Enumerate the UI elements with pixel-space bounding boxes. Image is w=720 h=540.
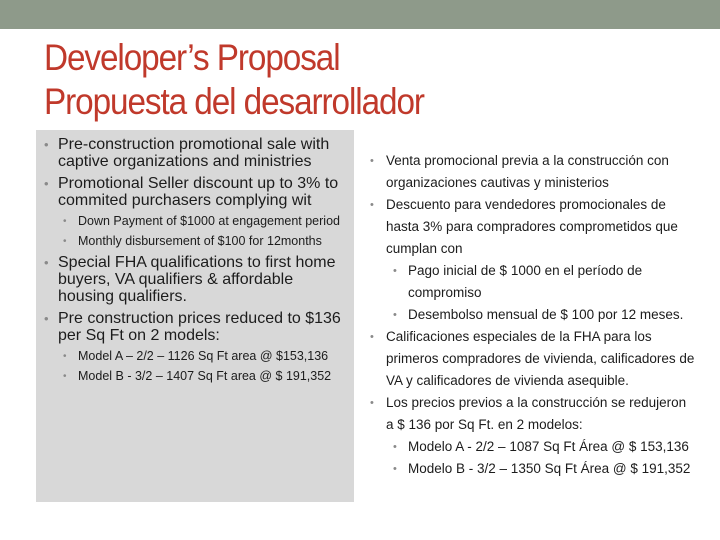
english-bullet-fha: • Special FHA qualifications to first home buyers, VA qualifiers & affordable housing qualifiers. xyxy=(44,254,349,305)
spanish-bullet-presale: • Venta promocional previa a la construcción con organizaciones cautivas y ministerios xyxy=(366,150,696,194)
top-banner xyxy=(0,0,720,29)
spanish-bullet-fha: • Calificaciones especiales de la FHA para los primeros compradores de vivienda, calificadores de VA y calificadores de vivienda asequible. xyxy=(366,326,696,392)
spanish-subbullet-model-b: • Modelo B - 3/2 – 1350 Sq Ft Área @ $ 191,352 xyxy=(366,458,696,480)
slide-title xyxy=(44,36,424,124)
spanish-subbullet-monthly: • Desembolso mensual de $ 100 por 12 meses. xyxy=(366,304,696,326)
spanish-subbullet-model-a: • Modelo A - 2/2 – 1087 Sq Ft Área @ $ 153,136 xyxy=(366,436,696,458)
spanish-bullet-discount: • Descuento para vendedores promocionales de hasta 3% para compradores comprometidos que cumplan con xyxy=(366,194,696,260)
english-subbullet-model-a: • Model A – 2/2 – 1126 Sq Ft area @ $153,136 xyxy=(44,349,349,364)
english-bullet-prices: • Pre construction prices reduced to $136 per Sq Ft on 2 models: xyxy=(44,310,349,344)
spanish-bullet-prices: • Los precios previos a la construcción se redujeron a $ 136 por Sq Ft. en 2 modelos: xyxy=(366,392,696,436)
english-subbullet-monthly: • Monthly disbursement of $100 for 12months xyxy=(44,234,349,249)
english-bullet-discount: • Promotional Seller discount up to 3% to commited purchasers complying wit xyxy=(44,175,349,209)
english-subbullet-model-b: • Model B - 3/2 – 1407 Sq Ft area @ $ 191,352 xyxy=(44,369,349,384)
english-bullet-presale: • Pre-construction promotional sale with captive organizations and ministries xyxy=(44,136,349,170)
title-english: Developer’s Proposal xyxy=(44,37,340,78)
english-bullet-list xyxy=(44,136,349,389)
title-spanish: Propuesta del desarrollador xyxy=(44,81,424,122)
english-subbullet-down-payment: • Down Payment of $1000 at engagement period xyxy=(44,214,349,229)
spanish-subbullet-down-payment: • Pago inicial de $ 1000 en el período de compromiso xyxy=(366,260,696,304)
spanish-bullet-list xyxy=(366,150,696,480)
